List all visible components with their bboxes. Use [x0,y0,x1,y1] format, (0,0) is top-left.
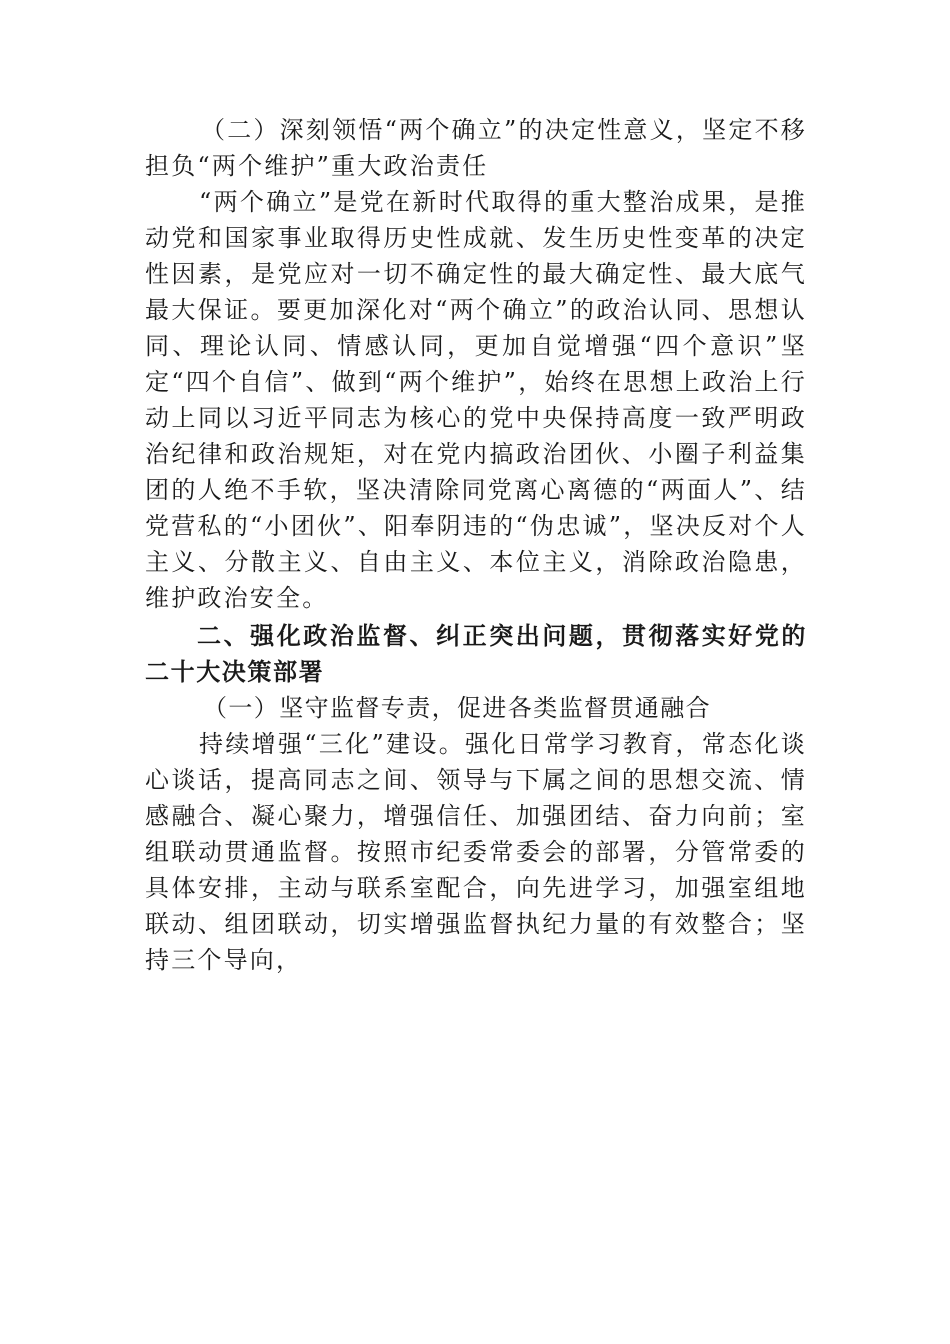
paragraph-three-transformations: 持续增强“三化”建设。强化日常学习教育，常态化谈心谈话，提高同志之间、领导与下属之间的思想交流、情感融合、凝心聚力，增强信任、加强团结、奋力向前；室组联动贯通监督。按照市纪委常委会的部署，分管常委的具体安排，主动与联系室配合，向先进学习，加强室组地联动、组团联动，切实增强监督执纪力量的有效整合；坚持三个导向， [145,730,807,974]
subsection-heading-understand-two-establishments: （二）深刻领悟“两个确立”的决定性意义，坚定不移担负“两个维护”重大政治责任 [145,116,807,180]
paragraph-two-establishments: “两个确立”是党在新时代取得的重大整治成果，是推动党和国家事业取得历史性成就、发生历史性变革的决定性因素，是党应对一切不确定性的最大确定性、最大底气最大保证。要更加深化对“两个确立”的政治认同、思想认同、理论认同、情感认同，更加自觉增强“四个意识”坚定“四个自信”、做到“两个维护”，始终在思想上政治上行动上同以习近平同志为核心的党中央保持高度一致严明政治纪律和政治规矩，对在党内搞政治团伙、小圈子利益集团的人绝不手软，坚决清除同党离心离德的“两面人”、结党营私的“小团伙”、阳奉阴违的“伪忠诚”，坚决反对个人主义、分散主义、自由主义、本位主义，消除政治隐患，维护政治安全。 [145,188,807,612]
subsection-heading-supervision-duty: （一）坚守监督专责，促进各类监督贯通融合 [203,694,711,722]
section-heading-political-supervision: 二、强化政治监督、纠正突出问题，贯彻落实好党的二十大决策部署 [145,622,807,686]
document-body [145,112,807,978]
